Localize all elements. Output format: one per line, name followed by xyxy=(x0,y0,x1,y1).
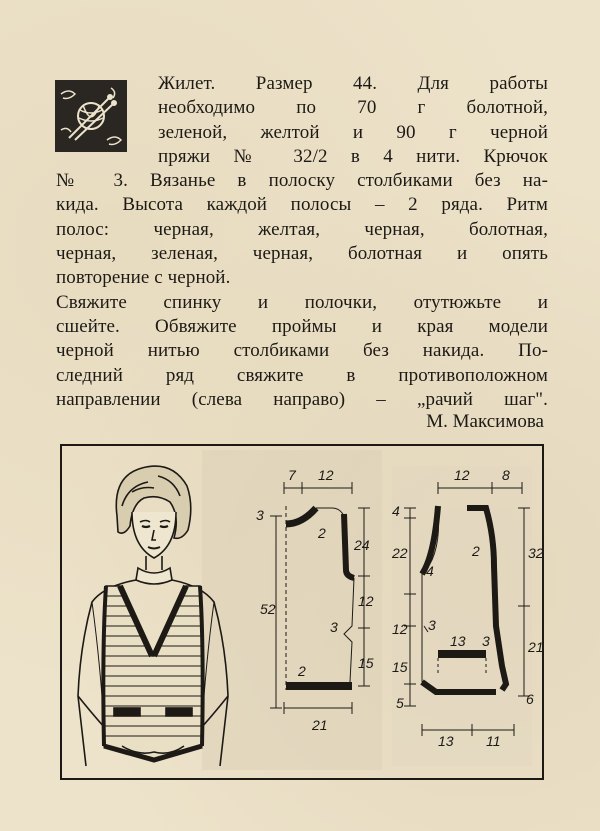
dim-label: 12 xyxy=(454,467,470,483)
article-line: следний ряд свяжите в противоположном xyxy=(56,364,548,386)
article-line: черной нитью столбиками без накида. По- xyxy=(56,340,548,362)
article-line: зеленой, желтой и 90 г черной xyxy=(158,121,548,143)
pattern-figure xyxy=(60,444,544,780)
article-line: № 3. Вязанье в полоску столбиками без на- xyxy=(56,170,548,192)
dim-label: 2 xyxy=(318,525,326,541)
article-line: сшейте. Обвяжите проймы и края модели xyxy=(56,315,548,337)
dim-label: 52 xyxy=(260,601,276,617)
dim-label: 12 xyxy=(358,593,374,609)
article-line: необходимо по 70 г болотной, xyxy=(158,97,548,119)
dim-label: 7 xyxy=(288,467,296,483)
dim-label: 32 xyxy=(528,545,544,561)
dim-label: 15 xyxy=(392,659,408,675)
dim-label: 4 xyxy=(426,563,434,579)
dim-label: 8 xyxy=(502,467,510,483)
dim-label: 24 xyxy=(354,537,370,553)
dim-label: 13 xyxy=(450,633,466,649)
article-line: Жилет. Размер 44. Для работы xyxy=(158,73,548,94)
dim-label: 3 xyxy=(256,507,264,523)
dim-label: 21 xyxy=(312,717,328,733)
dim-label: 3 xyxy=(428,617,436,633)
article-line: черная, зеленая, черная, болотная и опять xyxy=(56,243,548,265)
dim-label: 2 xyxy=(472,543,480,559)
dim-label: 21 xyxy=(528,639,544,655)
dim-label: 3 xyxy=(482,633,490,649)
dim-label: 12 xyxy=(392,621,408,637)
dim-label: 5 xyxy=(396,695,404,711)
author-signature: М. Максимова xyxy=(426,411,544,432)
dim-label: 6 xyxy=(526,691,534,707)
article-line: пряжи № 32/2 в 4 нити. Крючок xyxy=(158,145,548,167)
article-line: полос: черная, желтая, черная, болотная, xyxy=(56,218,548,240)
dim-label: 4 xyxy=(392,503,400,519)
dim-label: 15 xyxy=(358,655,374,671)
article-line: направлении (слева направо) – „рачий шаг". xyxy=(56,388,548,410)
dim-label: 11 xyxy=(486,733,501,749)
dim-label: 13 xyxy=(438,733,454,749)
article-line: повторение с черной. xyxy=(56,267,231,289)
dim-label: 2 xyxy=(298,663,306,679)
dim-label: 22 xyxy=(392,545,408,561)
article-line: Свяжите спинку и полочки, отутюжьте и xyxy=(56,291,548,313)
article-line: кида. Высота каждой полосы – 2 ряда. Ритм xyxy=(56,194,548,216)
article-text xyxy=(56,72,548,412)
dim-label: 12 xyxy=(318,467,334,483)
dim-label: 3 xyxy=(330,619,338,635)
